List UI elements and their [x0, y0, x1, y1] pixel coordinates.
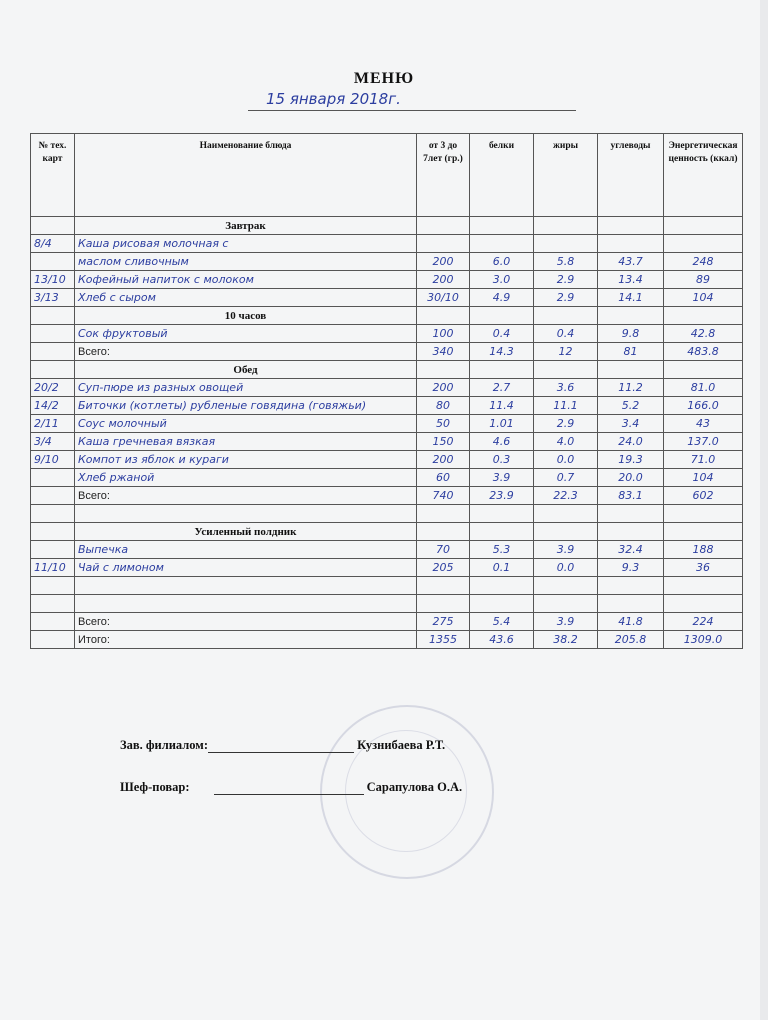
chef-label: Шеф-повар:: [120, 780, 190, 794]
portion-value: 340: [417, 343, 470, 361]
fat-value: 3.9: [534, 541, 598, 559]
fat-value: 0.0: [534, 559, 598, 577]
header-energy: Энергетическая ценность (ккал): [664, 134, 743, 217]
energy-value: [664, 235, 743, 253]
manager-name: Кузнибаева Р.Т.: [357, 738, 446, 752]
header-fat: жиры: [534, 134, 598, 217]
portion-cell: [417, 217, 470, 235]
energy-value: 483.8: [664, 343, 743, 361]
protein-value: 4.9: [470, 289, 534, 307]
empty-cell: [470, 505, 534, 523]
section-title: Усиленный полдник: [75, 523, 417, 541]
tech-cell: [31, 523, 75, 541]
dish-name: Сок фруктовый: [75, 325, 417, 343]
section-row: [31, 217, 743, 235]
portion-value: 200: [417, 253, 470, 271]
energy-value: 42.8: [664, 325, 743, 343]
energy-value: 89: [664, 271, 743, 289]
fat-value: 0.7: [534, 469, 598, 487]
energy-value: 166.0: [664, 397, 743, 415]
protein-value: 0.4: [470, 325, 534, 343]
tech-card-number: 20/2: [31, 379, 75, 397]
section-row: [31, 523, 743, 541]
fat-value: 0.0: [534, 451, 598, 469]
tech-card-number: 9/10: [31, 451, 75, 469]
portion-cell: [417, 523, 470, 541]
carbs-value: 83.1: [598, 487, 664, 505]
protein-value: 0.3: [470, 451, 534, 469]
carbs-cell: [598, 523, 664, 541]
portion-value: 200: [417, 271, 470, 289]
header-name: Наименование блюда: [75, 134, 417, 217]
dish-name: Кофейный напиток с молоком: [75, 271, 417, 289]
protein-cell: [470, 523, 534, 541]
total-label: Всего:: [75, 343, 417, 361]
energy-value: 43: [664, 415, 743, 433]
empty-cell: [470, 577, 534, 595]
carbs-value: 14.1: [598, 289, 664, 307]
protein-value: 4.6: [470, 433, 534, 451]
blank-row: [31, 577, 743, 595]
carbs-value: 205.8: [598, 631, 664, 649]
portion-value: 1355: [417, 631, 470, 649]
energy-value: 248: [664, 253, 743, 271]
empty-cell: [598, 505, 664, 523]
carbs-value: [598, 235, 664, 253]
tech-card-number: 11/10: [31, 559, 75, 577]
carbs-value: 11.2: [598, 379, 664, 397]
tech-card-number: [31, 253, 75, 271]
table-row: [31, 397, 743, 415]
total-row: [31, 613, 743, 631]
dish-name: Компот из яблок и кураги: [75, 451, 417, 469]
empty-cell: [664, 577, 743, 595]
tech-card-number: [31, 541, 75, 559]
tech-card-number: 14/2: [31, 397, 75, 415]
chef-signature-line: [120, 780, 462, 795]
menu-body: [31, 217, 743, 649]
table-row: [31, 541, 743, 559]
protein-cell: [470, 361, 534, 379]
portion-value: 205: [417, 559, 470, 577]
tech-card-number: 2/11: [31, 415, 75, 433]
tech-card-number: [31, 325, 75, 343]
portion-value: 30/10: [417, 289, 470, 307]
empty-cell: [598, 577, 664, 595]
fat-value: 2.9: [534, 289, 598, 307]
table-row: [31, 433, 743, 451]
manager-signature: [208, 752, 354, 753]
section-title: Завтрак: [75, 217, 417, 235]
dish-name: Биточки (котлеты) рубленые говядина (говяжьи): [75, 397, 417, 415]
energy-value: 104: [664, 469, 743, 487]
carbs-value: 20.0: [598, 469, 664, 487]
portion-cell: [417, 307, 470, 325]
protein-value: 43.6: [470, 631, 534, 649]
carbs-value: 43.7: [598, 253, 664, 271]
fat-cell: [534, 523, 598, 541]
empty-cell: [534, 595, 598, 613]
section-row: [31, 307, 743, 325]
tech-card-number: 13/10: [31, 271, 75, 289]
tech-card-number: [31, 631, 75, 649]
energy-value: 81.0: [664, 379, 743, 397]
manager-label: Зав. филиалом:: [120, 738, 208, 752]
carbs-value: 41.8: [598, 613, 664, 631]
tech-card-number: [31, 613, 75, 631]
empty-cell: [534, 505, 598, 523]
dish-name: Хлеб ржаной: [75, 469, 417, 487]
empty-cell: [417, 577, 470, 595]
fat-value: 11.1: [534, 397, 598, 415]
table-header-row: [31, 134, 743, 217]
energy-cell: [664, 217, 743, 235]
carbs-value: 3.4: [598, 415, 664, 433]
empty-cell: [75, 505, 417, 523]
portion-value: 150: [417, 433, 470, 451]
protein-cell: [470, 307, 534, 325]
total-row: [31, 487, 743, 505]
protein-value: 14.3: [470, 343, 534, 361]
blank-row: [31, 595, 743, 613]
protein-value: 3.0: [470, 271, 534, 289]
dish-name: Соус молочный: [75, 415, 417, 433]
table-row: [31, 451, 743, 469]
protein-value: 0.1: [470, 559, 534, 577]
fat-value: 2.9: [534, 271, 598, 289]
portion-value: [417, 235, 470, 253]
empty-cell: [664, 505, 743, 523]
protein-value: 5.4: [470, 613, 534, 631]
table-row: [31, 289, 743, 307]
portion-value: 60: [417, 469, 470, 487]
empty-cell: [31, 577, 75, 595]
portion-value: 275: [417, 613, 470, 631]
protein-value: 2.7: [470, 379, 534, 397]
carbs-value: 32.4: [598, 541, 664, 559]
carbs-cell: [598, 361, 664, 379]
tech-card-number: 8/4: [31, 235, 75, 253]
carbs-value: 9.8: [598, 325, 664, 343]
energy-value: 1309.0: [664, 631, 743, 649]
tech-card-number: [31, 487, 75, 505]
empty-cell: [664, 595, 743, 613]
fat-cell: [534, 217, 598, 235]
total-row: [31, 343, 743, 361]
fat-cell: [534, 307, 598, 325]
tech-card-number: 3/4: [31, 433, 75, 451]
protein-value: [470, 235, 534, 253]
fat-value: 2.9: [534, 415, 598, 433]
dish-name: маслом сливочным: [75, 253, 417, 271]
portion-value: 200: [417, 451, 470, 469]
empty-cell: [31, 595, 75, 613]
header-carbs: углеводы: [598, 134, 664, 217]
menu-date: 15 января 2018г.: [248, 90, 576, 111]
manager-signature-line: [120, 738, 445, 753]
carbs-value: 13.4: [598, 271, 664, 289]
protein-value: 6.0: [470, 253, 534, 271]
fat-value: [534, 235, 598, 253]
portion-value: 80: [417, 397, 470, 415]
energy-cell: [664, 361, 743, 379]
header-tech: № тех. карт: [31, 134, 75, 217]
energy-value: 137.0: [664, 433, 743, 451]
dish-name: Чай с лимоном: [75, 559, 417, 577]
energy-cell: [664, 307, 743, 325]
section-title: 10 часов: [75, 307, 417, 325]
table-row: [31, 271, 743, 289]
empty-cell: [75, 577, 417, 595]
blank-row: [31, 505, 743, 523]
table-row: [31, 253, 743, 271]
fat-value: 0.4: [534, 325, 598, 343]
fat-value: 4.0: [534, 433, 598, 451]
energy-value: 36: [664, 559, 743, 577]
total-label: Итого:: [75, 631, 417, 649]
protein-value: 1.01: [470, 415, 534, 433]
fat-value: 12: [534, 343, 598, 361]
carbs-value: 5.2: [598, 397, 664, 415]
energy-value: 188: [664, 541, 743, 559]
energy-value: 104: [664, 289, 743, 307]
protein-value: 11.4: [470, 397, 534, 415]
dish-name: Суп-пюре из разных овощей: [75, 379, 417, 397]
energy-value: 71.0: [664, 451, 743, 469]
portion-value: 200: [417, 379, 470, 397]
total-label: Всего:: [75, 487, 417, 505]
carbs-cell: [598, 217, 664, 235]
table-row: [31, 379, 743, 397]
tech-card-number: 3/13: [31, 289, 75, 307]
carbs-value: 24.0: [598, 433, 664, 451]
protein-cell: [470, 217, 534, 235]
total-row: [31, 631, 743, 649]
table-row: [31, 559, 743, 577]
fat-value: 3.9: [534, 613, 598, 631]
portion-cell: [417, 361, 470, 379]
tech-card-number: [31, 469, 75, 487]
header-protein: белки: [470, 134, 534, 217]
tech-cell: [31, 361, 75, 379]
table-row: [31, 469, 743, 487]
portion-value: 100: [417, 325, 470, 343]
energy-value: 224: [664, 613, 743, 631]
portion-value: 50: [417, 415, 470, 433]
portion-value: 70: [417, 541, 470, 559]
tech-cell: [31, 217, 75, 235]
carbs-cell: [598, 307, 664, 325]
protein-value: 5.3: [470, 541, 534, 559]
table-row: [31, 325, 743, 343]
fat-value: 38.2: [534, 631, 598, 649]
page-title: МЕНЮ: [353, 70, 415, 87]
carbs-value: 9.3: [598, 559, 664, 577]
menu-table: [30, 133, 743, 649]
total-label: Всего:: [75, 613, 417, 631]
fat-value: 22.3: [534, 487, 598, 505]
table-row: [31, 235, 743, 253]
dish-name: Каша гречневая вязкая: [75, 433, 417, 451]
tech-cell: [31, 307, 75, 325]
carbs-value: 81: [598, 343, 664, 361]
header-portion: от 3 до 7лет (гр.): [417, 134, 470, 217]
section-row: [31, 361, 743, 379]
protein-value: 3.9: [470, 469, 534, 487]
section-title: Обед: [75, 361, 417, 379]
fat-value: 3.6: [534, 379, 598, 397]
dish-name: Выпечка: [75, 541, 417, 559]
empty-cell: [31, 505, 75, 523]
fat-value: 5.8: [534, 253, 598, 271]
empty-cell: [598, 595, 664, 613]
dish-name: Каша рисовая молочная с: [75, 235, 417, 253]
energy-value: 602: [664, 487, 743, 505]
empty-cell: [534, 577, 598, 595]
empty-cell: [417, 505, 470, 523]
tech-card-number: [31, 343, 75, 361]
chef-name: Сарапулова О.А.: [366, 780, 463, 794]
empty-cell: [470, 595, 534, 613]
portion-value: 740: [417, 487, 470, 505]
carbs-value: 19.3: [598, 451, 664, 469]
energy-cell: [664, 523, 743, 541]
chef-signature: [214, 794, 364, 795]
fat-cell: [534, 361, 598, 379]
protein-value: 23.9: [470, 487, 534, 505]
empty-cell: [417, 595, 470, 613]
table-row: [31, 415, 743, 433]
empty-cell: [75, 595, 417, 613]
dish-name: Хлеб с сыром: [75, 289, 417, 307]
